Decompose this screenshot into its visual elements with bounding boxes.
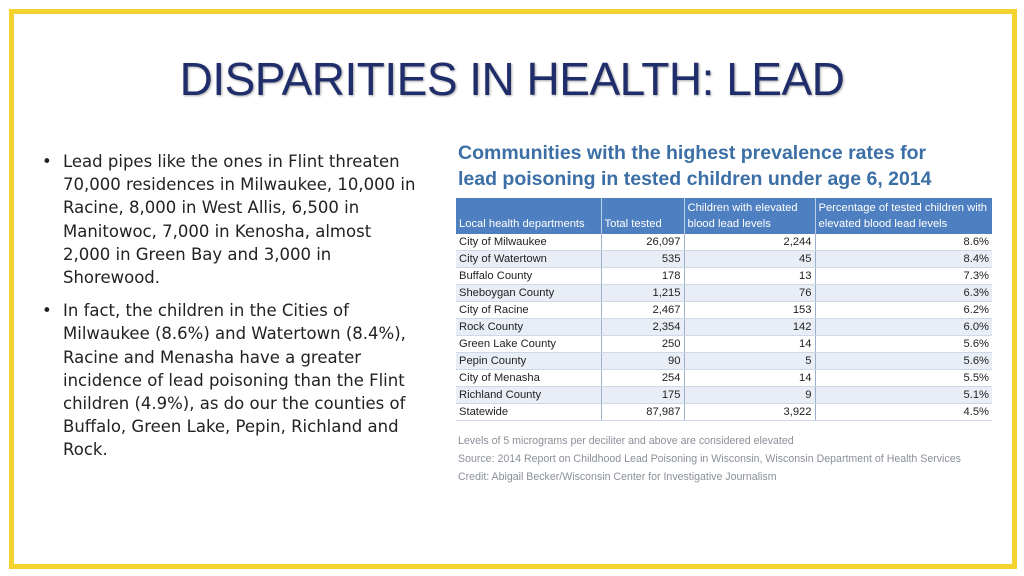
table-cell: 76 [684,285,815,302]
table-cell: 3,922 [684,404,815,421]
column-header: Children with elevated blood lead levels [684,198,815,234]
table-cell: Buffalo County [456,268,601,285]
figure-title [458,140,932,192]
table-cell: 254 [601,370,684,387]
table-row [456,285,992,302]
table-cell: 9 [684,387,815,404]
bullet-item [40,299,420,461]
table-cell: 5.6% [815,336,992,353]
table-cell: 14 [684,336,815,353]
table-cell: Green Lake County [456,336,601,353]
table-cell: 8.6% [815,234,992,251]
figure-notes [458,432,961,486]
table-row [456,268,992,285]
table-row [456,404,992,421]
figure-title-line: lead poisoning in tested children under age 6, 2014 [458,168,932,190]
table-cell: 2,467 [601,302,684,319]
note-line: Source: 2014 Report on Childhood Lead Poisoning in Wisconsin, Wisconsin Department of Health Services [458,453,961,465]
table-cell: 26,097 [601,234,684,251]
table-cell: 8.4% [815,251,992,268]
slide-title: DISPARITIES IN HEALTH: LEAD [179,53,845,105]
table-cell: 153 [684,302,815,319]
table-cell: Sheboygan County [456,285,601,302]
bullet-text: In fact, the children in the Cities of Milwaukee (8.6%) and Watertown (8.4%), Racine and Menasha have a greater incidence of lead poisoning than the Flint children (4.9%), as do our the counties of Buffalo, Green Lake, Pepin, Richland and Rock. [63,301,406,460]
table-cell: 6.2% [815,302,992,319]
table-cell: 142 [684,319,815,336]
column-header: Total tested [601,198,684,234]
table-row [456,336,992,353]
table-row [456,234,992,251]
bullet-text: Lead pipes like the ones in Flint threaten 70,000 residences in Milwaukee, 10,000 in Racine, 8,000 in West Allis, 6,500 in Manitowoc, 7,000 in Kenosha, almost 2,000 in Green Bay and 3,000 in Shorewood. [63,152,416,288]
note-line: Credit: Abigail Becker/Wisconsin Center for Investigative Journalism [458,471,777,483]
table-cell: Statewide [456,404,601,421]
bullet-item [40,150,420,289]
column-header: Percentage of tested children with elevated blood lead levels [815,198,992,234]
table-row [456,370,992,387]
table-cell: 2,354 [601,319,684,336]
table-body [456,234,992,421]
figure-title-line: Communities with the highest prevalence rates for [458,142,927,164]
table-cell: 5.1% [815,387,992,404]
table-row [456,302,992,319]
table-cell: 178 [601,268,684,285]
table-row [456,251,992,268]
table-row [456,319,992,336]
table-cell: 6.0% [815,319,992,336]
table-header-row [456,198,992,234]
table-cell: 7.3% [815,268,992,285]
table-cell: 13 [684,268,815,285]
table-row [456,387,992,404]
table-cell: Pepin County [456,353,601,370]
note-line: Levels of 5 micrograms per deciliter and above are considered elevated [458,435,794,447]
bullet-symbol: • [42,301,52,321]
table-cell: City of Menasha [456,370,601,387]
table-cell: 5.6% [815,353,992,370]
bullet-symbol: • [42,152,52,171]
table-cell: 175 [601,387,684,404]
bullet-list [40,150,420,472]
table-cell: City of Watertown [456,251,601,268]
table-cell: 535 [601,251,684,268]
table-cell: 14 [684,370,815,387]
table-cell: 250 [601,336,684,353]
table-row [456,353,992,370]
lead-table [456,198,992,421]
table-cell: Rock County [456,319,601,336]
table-cell: City of Milwaukee [456,234,601,251]
table-cell: 45 [684,251,815,268]
table-cell: 4.5% [815,404,992,421]
table-cell: 90 [601,353,684,370]
table-cell: 1,215 [601,285,684,302]
table-cell: 2,244 [684,234,815,251]
table-cell: 87,987 [601,404,684,421]
table-cell: City of Racine [456,302,601,319]
lead-table-figure [452,134,1004,492]
column-header: Local health departments [456,198,601,234]
table-cell: Richland County [456,387,601,404]
table-cell: 5 [684,353,815,370]
table-cell: 5.5% [815,370,992,387]
table-cell: 6.3% [815,285,992,302]
